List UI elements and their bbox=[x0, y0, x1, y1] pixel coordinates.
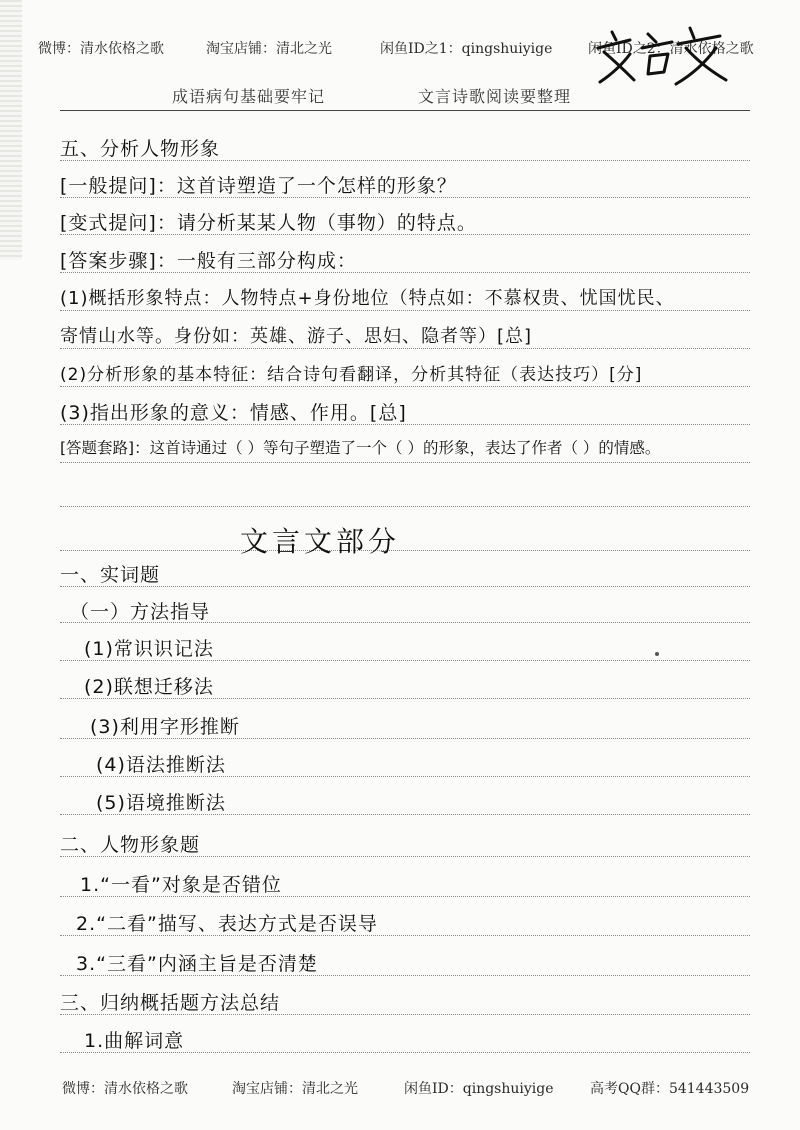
note-method-2: (2)联想迁移法 bbox=[84, 676, 214, 698]
header-xianyu-2: 闲鱼ID之2：清水依格之歌 bbox=[588, 41, 754, 57]
note-step-3: (3)指出形象的意义：情感、作用。[总] bbox=[60, 402, 407, 424]
subtitle-row bbox=[0, 78, 800, 110]
note-method-3: (3)利用字形推断 bbox=[90, 716, 240, 738]
note-step-1-cont: 寄情山水等。身份如：英雄、游子、思妇、隐者等）[总] bbox=[60, 326, 533, 347]
note-variant-question: [变式提问]：请分析某某人物（事物）的特点。 bbox=[60, 212, 477, 234]
ruled-line bbox=[60, 386, 750, 387]
header-rule bbox=[60, 110, 750, 111]
footer-banner bbox=[0, 1072, 800, 1102]
ruled-line bbox=[60, 462, 750, 463]
note-step-2: (2)分析形象的基本特征：结合诗句看翻译，分析其特征（表达技巧）[分] bbox=[60, 365, 643, 385]
header-weibo: 微博：清水依格之歌 bbox=[38, 41, 164, 57]
note-look-3: 3.“三看”内涵主旨是否清楚 bbox=[76, 953, 318, 975]
note-method-guide: （一）方法指导 bbox=[70, 601, 211, 623]
note-character-heading: 二、人物形象题 bbox=[60, 834, 201, 856]
note-method-5: (5)语境推断法 bbox=[96, 792, 226, 814]
note-method-4: (4)语法推断法 bbox=[96, 754, 226, 776]
subtitle-left: 成语病句基础要牢记 bbox=[172, 87, 326, 106]
footer-xianyu: 闲鱼ID：qingshuiyige bbox=[404, 1081, 554, 1097]
footer-weibo: 微博：清水依格之歌 bbox=[62, 1081, 188, 1097]
note-answer-template: [答题套路]：这首诗通过（ ）等句子塑造了一个（ ）的形象，表达了作者（ ）的情感。 bbox=[60, 439, 661, 457]
ruled-line bbox=[60, 348, 750, 349]
header-xianyu-1: 闲鱼ID之1：qingshuiyige bbox=[380, 41, 553, 57]
section-title-classical-chinese: 文言文部分 bbox=[240, 525, 401, 558]
ruled-line bbox=[60, 586, 750, 587]
ruled-line bbox=[60, 506, 750, 507]
note-misread-word: 1.曲解词意 bbox=[84, 1030, 185, 1052]
ruled-line bbox=[60, 310, 750, 311]
subtitle-right: 文言诗歌阅读要整理 bbox=[418, 87, 572, 106]
ruled-line bbox=[60, 550, 750, 551]
ink-speck bbox=[655, 652, 659, 656]
footer-taobao: 淘宝店铺：清北之光 bbox=[232, 1081, 358, 1097]
note-look-2: 2.“二看”描写、表达方式是否误导 bbox=[76, 913, 378, 935]
note-answer-steps: [答案步骤]：一般有三部分构成： bbox=[60, 250, 357, 272]
note-step-1: (1)概括形象特点：人物特点+身份地位（特点如：不慕权贵、忧国忧民、 bbox=[60, 288, 675, 309]
footer-qq-group: 高考QQ群：541443509 bbox=[590, 1081, 750, 1097]
note-look-1: 1.“一看”对象是否错位 bbox=[80, 874, 282, 896]
note-heading-analyze-character: 五、分析人物形象 bbox=[60, 138, 221, 160]
header-taobao: 淘宝店铺：清北之光 bbox=[206, 41, 332, 57]
note-summary-heading: 三、归纳概括题方法总结 bbox=[60, 992, 281, 1014]
note-content-word-heading: 一、实词题 bbox=[60, 564, 161, 586]
note-method-1: (1)常识识记法 bbox=[84, 638, 214, 660]
note-general-question: [一般提问]：这首诗塑造了一个怎样的形象？ bbox=[60, 175, 457, 197]
